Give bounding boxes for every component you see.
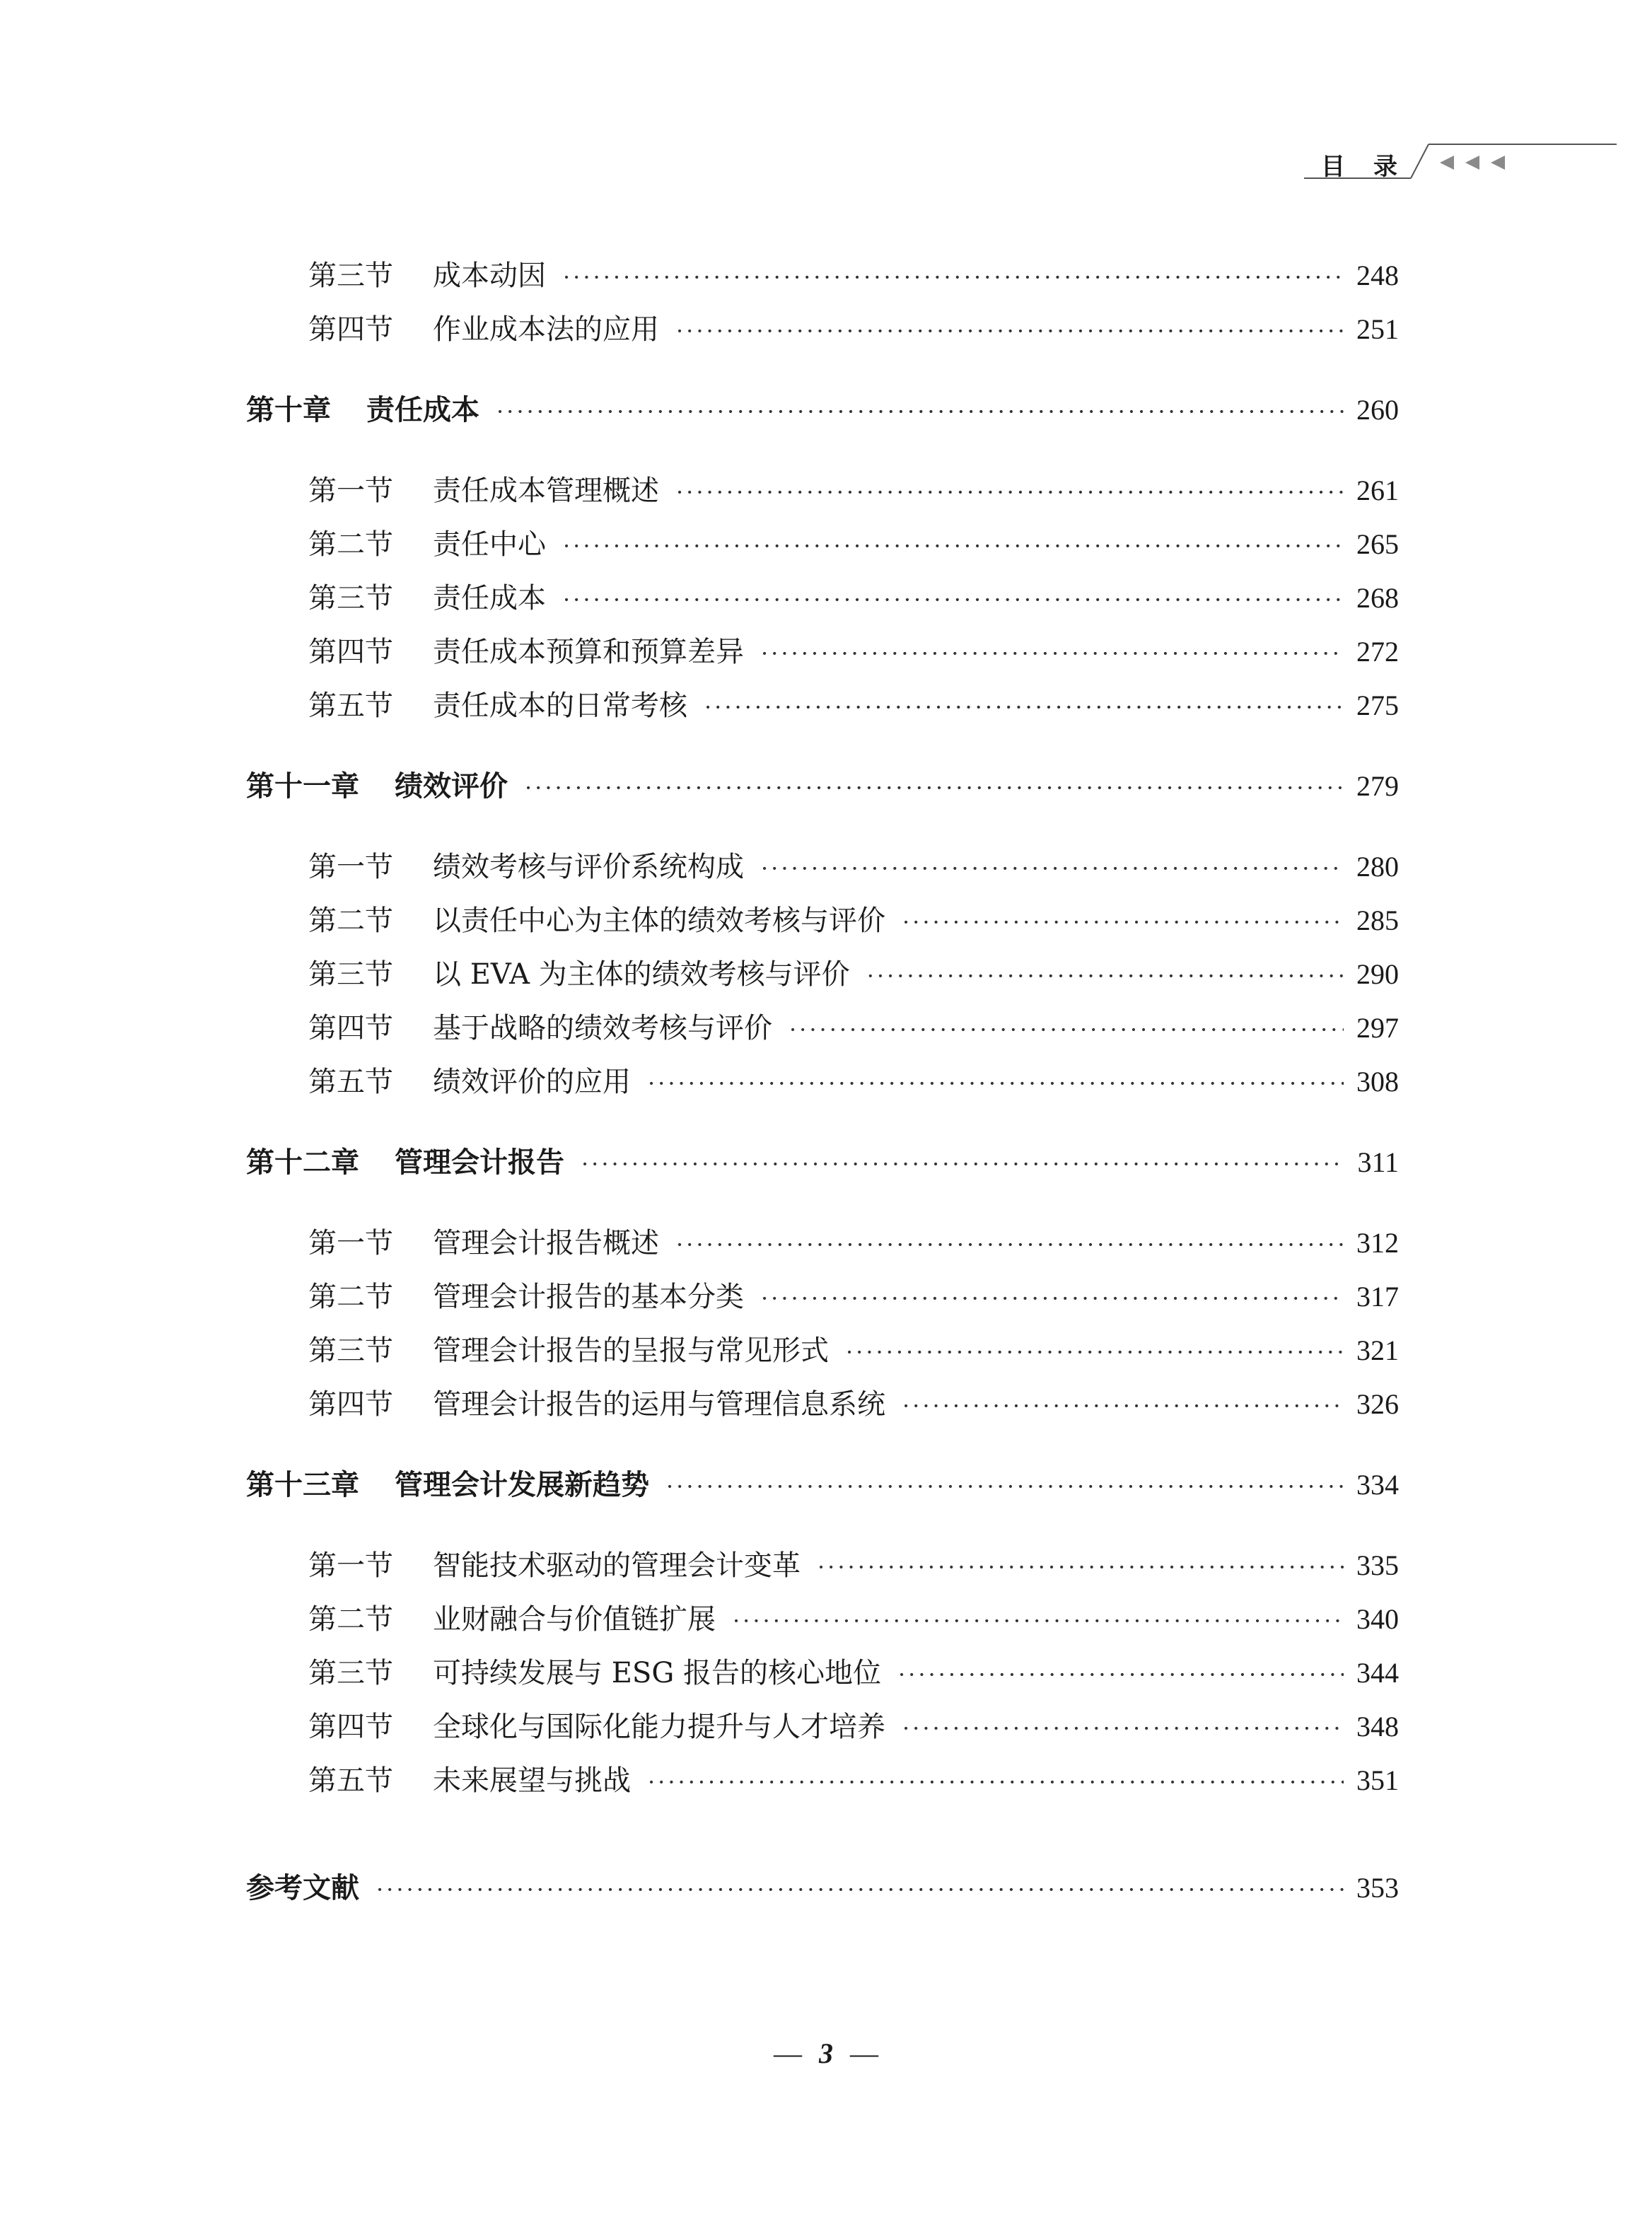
toc-leader-dots xyxy=(563,525,1344,567)
toc-entry-number: 第二节 xyxy=(308,904,393,937)
toc-leader-dots xyxy=(563,578,1344,621)
toc-leader-dots xyxy=(761,632,1344,675)
toc-section-entry xyxy=(308,1061,1399,1103)
toc-leader-dots xyxy=(902,901,1344,943)
toc-page-number: 312 xyxy=(1356,1227,1399,1259)
running-header-title: 目录 xyxy=(1321,153,1426,181)
toc-page-number: 285 xyxy=(1356,904,1399,936)
toc-entry-title: 以 EVA 为主体的绩效考核与评价 xyxy=(433,958,850,991)
toc-entry-title: 责任成本的日常考核 xyxy=(433,689,687,722)
toc-chapter-entry xyxy=(246,765,1399,808)
toc-page-number: 279 xyxy=(1356,770,1399,802)
arrow-left-icon xyxy=(1440,156,1454,170)
toc-section-entry xyxy=(308,308,1399,351)
toc-entry-title: 责任成本 xyxy=(433,582,546,615)
footer-dash-right: — xyxy=(850,2037,878,2069)
toc-entry-number: 第十章 xyxy=(246,394,331,426)
toc-entry-title: 业财融合与价值链扩展 xyxy=(433,1603,716,1636)
toc-chapter-entry xyxy=(246,1141,1399,1184)
toc-entry-number: 第四节 xyxy=(308,313,393,346)
toc-entry-number: 第四节 xyxy=(308,1388,393,1421)
toc-entry-number: 第一节 xyxy=(308,1227,393,1259)
toc-leader-dots xyxy=(581,1143,1344,1185)
toc-entry-number: 第十三章 xyxy=(246,1469,359,1501)
toc-entry-number: 第一节 xyxy=(308,1549,393,1582)
toc-entry-title: 可持续发展与 ESG 报告的核心地位 xyxy=(433,1657,881,1689)
toc-section-entry xyxy=(308,1706,1399,1748)
toc-entry-number: 第三节 xyxy=(308,1334,393,1367)
toc-entry-title: 基于战略的绩效考核与评价 xyxy=(433,1012,772,1044)
toc-leader-dots xyxy=(376,1868,1344,1911)
toc-leader-dots xyxy=(648,1761,1344,1803)
toc-leader-dots xyxy=(525,767,1344,809)
toc-entry-number: 第十二章 xyxy=(246,1146,359,1179)
toc-page-number: 308 xyxy=(1356,1066,1399,1098)
toc-entry-title: 作业成本法的应用 xyxy=(433,313,659,346)
toc-entry-number: 第一节 xyxy=(308,851,393,883)
toc-entry-title: 成本动因 xyxy=(433,260,546,292)
toc-leader-dots xyxy=(563,256,1344,298)
toc-entry-number: 第十一章 xyxy=(246,770,359,803)
toc-entry-number: 第一节 xyxy=(308,475,393,507)
toc-entry-number: 第四节 xyxy=(308,1012,393,1044)
toc-entry-number: 第二节 xyxy=(308,1603,393,1636)
toc-section-entry xyxy=(308,1276,1399,1318)
toc-leader-dots xyxy=(496,390,1344,433)
toc-section-entry xyxy=(308,631,1399,673)
toc-page-number: 265 xyxy=(1356,528,1399,560)
toc-page-number: 251 xyxy=(1356,313,1399,345)
toc-chapter-entry xyxy=(246,389,1399,431)
toc-page-number: 321 xyxy=(1356,1334,1399,1366)
toc-entry-number: 第五节 xyxy=(308,689,393,722)
toc-section-entry xyxy=(308,1329,1399,1372)
toc-entry-title: 责任成本 xyxy=(366,394,479,426)
toc-page-number: 326 xyxy=(1356,1388,1399,1420)
toc-leader-dots xyxy=(818,1546,1344,1588)
toc-section-entry xyxy=(308,900,1399,942)
toc-page-number: 353 xyxy=(1356,1872,1399,1904)
toc-leader-dots xyxy=(846,1331,1344,1373)
toc-entry-number: 第二节 xyxy=(308,1281,393,1313)
toc-leader-dots xyxy=(902,1385,1344,1427)
toc-page-number: 311 xyxy=(1357,1146,1399,1178)
toc-entry-title: 以责任中心为主体的绩效考核与评价 xyxy=(433,904,885,937)
toc-entry-number: 第五节 xyxy=(308,1764,393,1797)
toc-entry-title: 绩效评价 xyxy=(395,770,508,803)
toc-page-number: 275 xyxy=(1356,689,1399,721)
toc-section-entry xyxy=(308,953,1399,996)
toc-entry-title: 管理会计报告 xyxy=(395,1146,564,1179)
toc-section-entry xyxy=(308,523,1399,566)
toc-leader-dots xyxy=(867,955,1344,997)
toc-entry-number: 第三节 xyxy=(308,958,393,991)
toc-page-number: 261 xyxy=(1356,475,1399,506)
toc-page-number: 248 xyxy=(1356,260,1399,291)
toc-section-entry xyxy=(308,1598,1399,1641)
toc-entry-title: 未来展望与挑战 xyxy=(433,1764,631,1797)
toc-entry-title: 绩效考核与评价系统构成 xyxy=(433,851,744,883)
toc-entry-number: 第三节 xyxy=(308,260,393,292)
toc-entry-title: 智能技术驱动的管理会计变革 xyxy=(433,1549,801,1582)
page-footer xyxy=(0,2037,1652,2070)
toc-entry-title: 管理会计报告的呈报与常见形式 xyxy=(433,1334,829,1367)
toc-leader-dots xyxy=(898,1653,1344,1696)
toc-page-number: 317 xyxy=(1356,1281,1399,1313)
toc-entry-title: 管理会计报告的运用与管理信息系统 xyxy=(433,1388,885,1421)
toc-page-number: 290 xyxy=(1356,958,1399,990)
toc-leader-dots xyxy=(648,1062,1344,1105)
toc-section-entry xyxy=(308,255,1399,297)
toc-leader-dots xyxy=(761,1277,1344,1320)
toc-page-number: 344 xyxy=(1356,1657,1399,1689)
footer-dash-left: — xyxy=(774,2037,802,2069)
toc-leader-dots xyxy=(666,1465,1344,1508)
toc-section-entry xyxy=(308,470,1399,512)
arrow-left-icon xyxy=(1465,156,1479,170)
toc-entry-title: 绩效评价的应用 xyxy=(433,1066,631,1098)
toc-section-entry xyxy=(308,1007,1399,1049)
toc-page-number: 351 xyxy=(1356,1764,1399,1796)
toc-page-number: 260 xyxy=(1356,394,1399,426)
toc-entry-title: 参考文献 xyxy=(246,1872,359,1904)
toc-entry-number: 第三节 xyxy=(308,582,393,615)
toc-entry-title: 责任成本预算和预算差异 xyxy=(433,636,744,668)
toc-entry-number: 第四节 xyxy=(308,636,393,668)
toc-page-number: 334 xyxy=(1356,1469,1399,1501)
toc-entry-title: 责任成本管理概述 xyxy=(433,475,659,507)
toc-entry-number: 第四节 xyxy=(308,1711,393,1743)
toc-leader-dots xyxy=(902,1707,1344,1750)
toc-section-entry xyxy=(308,1652,1399,1694)
toc-section-entry xyxy=(308,1544,1399,1587)
toc-entry-title: 管理会计报告概述 xyxy=(433,1227,659,1259)
toc-chapter-entry xyxy=(246,1464,1399,1506)
toc-entry-number: 第三节 xyxy=(308,1657,393,1689)
toc-page-number: 348 xyxy=(1356,1711,1399,1742)
toc-section-entry xyxy=(308,1383,1399,1426)
toc-entry-number: 第二节 xyxy=(308,528,393,561)
toc-leader-dots xyxy=(676,471,1344,513)
toc-page-number: 335 xyxy=(1356,1549,1399,1581)
toc-section-entry xyxy=(308,685,1399,727)
toc-leader-dots xyxy=(676,1223,1344,1266)
toc-leader-dots xyxy=(704,686,1344,728)
toc-entry-number: 第五节 xyxy=(308,1066,393,1098)
toc-chapter-entry xyxy=(246,1867,1399,1909)
toc-page-number: 280 xyxy=(1356,851,1399,883)
toc-entry-title: 管理会计报告的基本分类 xyxy=(433,1281,744,1313)
toc-entry-title: 责任中心 xyxy=(433,528,546,561)
toc-entry-title: 全球化与国际化能力提升与人才培养 xyxy=(433,1711,885,1743)
toc-leader-dots xyxy=(733,1600,1344,1642)
toc-entry-title: 管理会计发展新趋势 xyxy=(395,1469,649,1501)
toc-page-number: 268 xyxy=(1356,582,1399,614)
toc-section-entry xyxy=(308,1222,1399,1264)
toc-leader-dots xyxy=(789,1008,1344,1051)
toc-section-entry xyxy=(308,577,1399,619)
toc-page-number: 297 xyxy=(1356,1012,1399,1044)
toc-section-entry xyxy=(308,846,1399,888)
arrow-left-icon xyxy=(1491,156,1505,170)
toc-section-entry xyxy=(308,1759,1399,1802)
toc-page-number: 340 xyxy=(1356,1603,1399,1635)
toc-page-number: 272 xyxy=(1356,636,1399,668)
toc-leader-dots xyxy=(676,310,1344,352)
toc-leader-dots xyxy=(761,847,1344,890)
page-number: 3 xyxy=(819,2037,833,2069)
